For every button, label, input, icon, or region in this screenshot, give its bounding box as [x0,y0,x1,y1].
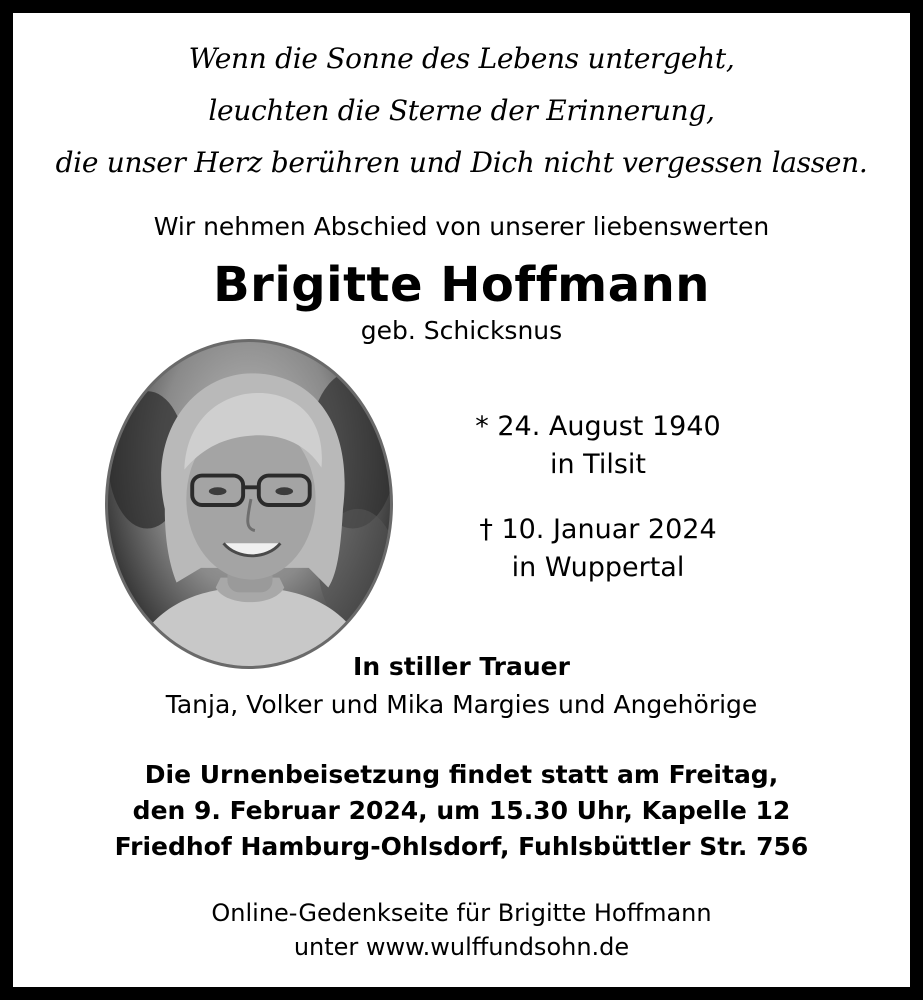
deceased-name: Brigitte Hoffmann [213,257,710,313]
poem-line-1: Wenn die Sonne des Lebens untergeht, [188,42,735,75]
portrait-photo [105,339,393,669]
online-memorial-url: unter www.wulffundsohn.de [293,933,630,961]
mourner-names: Tanja, Volker und Mika Margies und Angehörige [165,690,758,719]
death-place: in Wuppertal [511,552,685,583]
birth-name: geb. Schicksnus [360,316,563,345]
intro-text: Wir nehmen Abschied von unserer liebenswerten [153,212,770,241]
death-date: † 10. Januar 2024 [479,514,717,545]
poem-line-3: die unser Herz berühren und Dich nicht vergessen lassen. [55,146,868,179]
portrait-illustration [108,342,390,666]
birth-place: in Tilsit [549,449,647,480]
poem-line-2: leuchten die Sterne der Erinnerung, [208,94,715,127]
mourning-title: In stiller Trauer [353,652,570,681]
funeral-line-2: den 9. Februar 2024, um 15.30 Uhr, Kapelle 12 [132,796,791,825]
birth-date: * 24. August 1940 [475,411,721,442]
online-memorial-text: Online-Gedenkseite für Brigitte Hoffmann [211,899,712,927]
funeral-line-1: Die Urnenbeisetzung findet statt am Freitag, [144,760,779,789]
funeral-line-3: Friedhof Hamburg-Ohlsdorf, Fuhlsbüttler Str. 756 [114,832,809,861]
obituary-notice [13,13,910,987]
